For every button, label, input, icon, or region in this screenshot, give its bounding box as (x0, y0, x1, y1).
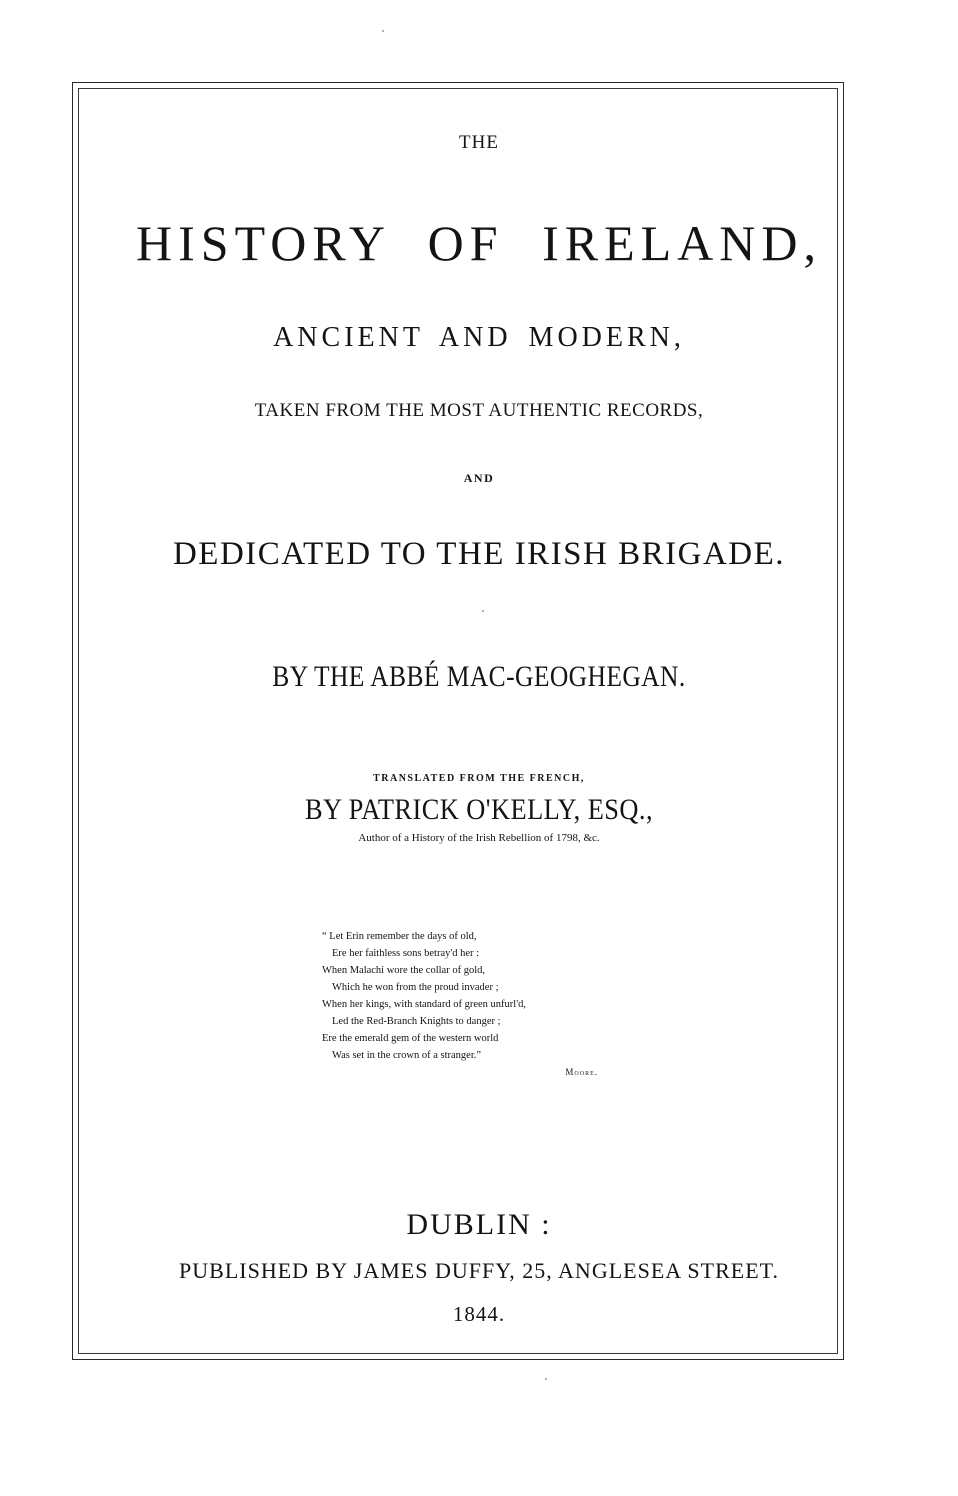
translated-from-line: TRANSLATED FROM THE FRENCH, (373, 773, 585, 784)
epigraph-line: When her kings, with standard of green unfurl'd, (322, 999, 526, 1010)
epigraph-line: Which he won from the proud invader ; (332, 982, 499, 993)
epigraph-line: Ere her faithless sons betray'd her : (332, 948, 480, 959)
epigraph-line: Led the Red-Branch Knights to danger ; (332, 1016, 501, 1027)
epigraph-line: When Malachi wore the collar of gold, (322, 965, 485, 976)
epigraph-line: Was set in the crown of a stranger.” (332, 1050, 482, 1061)
epigraph-line: Ere the emerald gem of the western world (322, 1033, 499, 1044)
paper-speck (545, 1378, 547, 1380)
page-border-inner (78, 88, 838, 1354)
translator-line: BY PATRICK O'KELLY, ESQ., (304, 793, 654, 826)
imprint-year: 1844. (452, 1302, 506, 1326)
imprint-place: DUBLIN : (406, 1208, 552, 1241)
paper-speck (382, 30, 384, 32)
main-title: HISTORY OF IRELAND, (136, 215, 822, 271)
title-the: THE (459, 132, 499, 153)
paper-speck (482, 610, 484, 612)
epigraph-line: “ Let Erin remember the days of old, (322, 931, 477, 942)
dedication-line: DEDICATED TO THE IRISH BRIGADE. (172, 536, 786, 572)
subtitle: ANCIENT AND MODERN, (273, 322, 685, 353)
and-line: AND (463, 471, 495, 485)
author-line: BY THE ABBÉ MAC-GEOGHEGAN. (272, 660, 686, 693)
taken-from-line: TAKEN FROM THE MOST AUTHENTIC RECORDS, (254, 400, 704, 421)
translator-credit: Author of a History of the Irish Rebellion of 1798, &c. (358, 832, 600, 844)
epigraph (322, 928, 622, 1081)
imprint-publisher: PUBLISHED BY JAMES DUFFY, 25, ANGLESEA STREET. (179, 1258, 779, 1283)
epigraph-attribution: Moore. (565, 1067, 598, 1077)
